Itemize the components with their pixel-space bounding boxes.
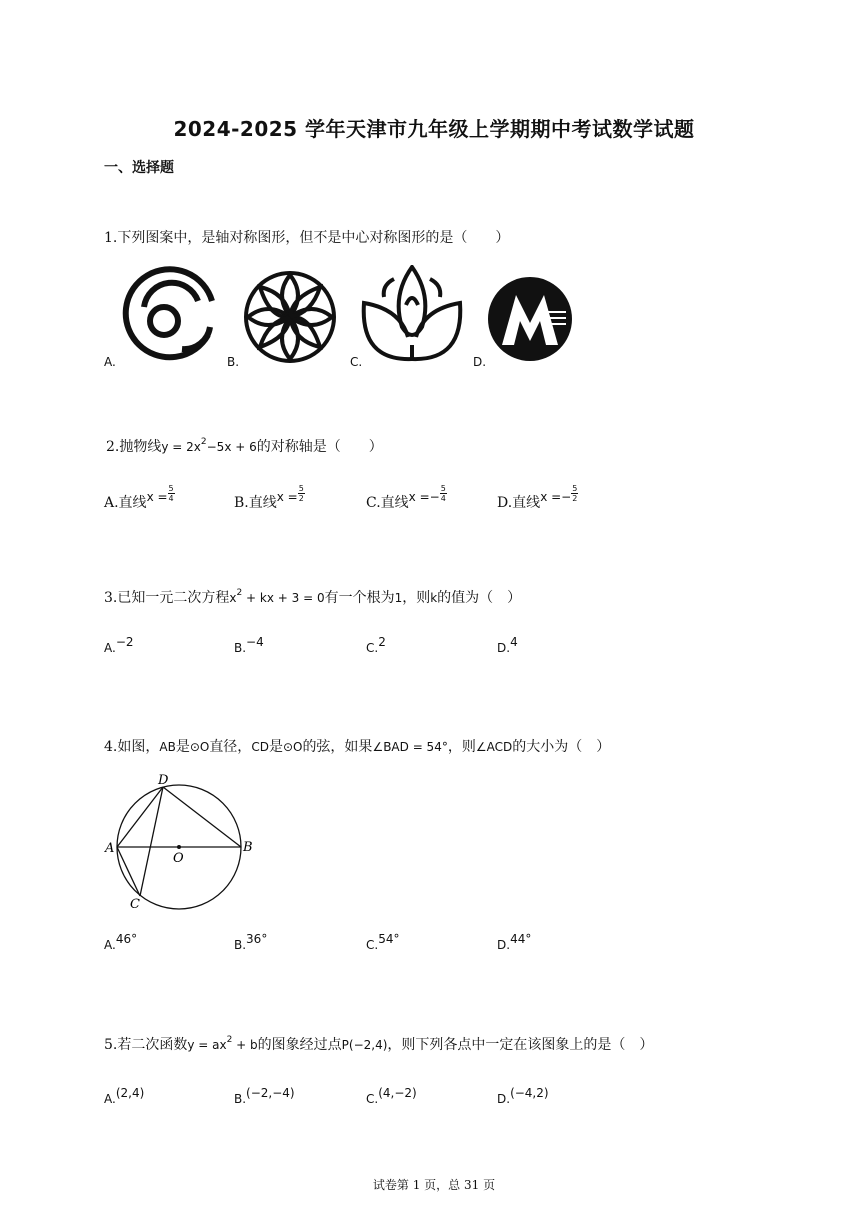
question-2-option-d[interactable]: D.直线x =− $\frac{5}{2}$	[497, 483, 578, 511]
question-4-option-a[interactable]: A.46°	[104, 932, 138, 952]
question-1-option-d[interactable]: D.	[473, 355, 487, 369]
fraction: $\frac{5}{2}$	[572, 483, 578, 503]
page-title: 2024-2025 学年天津市九年级上学期期中考试数学试题	[173, 117, 695, 141]
segment-ac	[117, 847, 140, 896]
question-4-circle-figure	[100, 770, 270, 915]
question-3-option-b[interactable]: B.−4	[234, 635, 264, 655]
question-1-stem: 1.下列图案中，是轴对称图形，但不是中心对称图形的是（ ）	[104, 230, 510, 246]
fraction: $\frac{5}{4}$	[168, 483, 174, 503]
question-4-option-c[interactable]: C.54°	[366, 932, 400, 952]
label-a: A	[105, 841, 115, 856]
figure-a-swirl	[126, 269, 212, 357]
label-d: D	[158, 773, 169, 788]
label-c: C	[130, 897, 140, 912]
question-2-stem: 2.抛物线$y = 2x^2-5x + 6$的对称轴是（ ）	[106, 437, 383, 455]
question-3-stem: 3.已知一元二次方程$x^2$ + kx + 3 = 0有一个根为1，则k的值为（ ）	[104, 588, 522, 606]
figure-b-flower	[246, 273, 334, 361]
figure-c-lotus	[364, 267, 461, 361]
segment-db	[163, 787, 241, 847]
page-footer: 试卷第 1 页，总 31 页	[372, 1178, 496, 1192]
question-5-option-b[interactable]: B.(−2,−4)	[234, 1086, 295, 1106]
question-1-option-b[interactable]: B.	[227, 355, 240, 369]
question-5-stem: 5.若二次函数$y = ax^2 + b$的图象经过点P(−2,4)，则下列各点中一定在该图象上的是（ ）	[104, 1035, 654, 1053]
question-5-option-a[interactable]: A.(2,4)	[104, 1086, 145, 1106]
question-3-option-a[interactable]: A.−2	[104, 635, 134, 655]
question-1-figures	[110, 265, 585, 375]
question-2-option-c[interactable]: C.直线x =− $\frac{5}{4}$	[366, 483, 446, 511]
question-5-option-c[interactable]: C.(4,−2)	[366, 1086, 417, 1106]
question-3-option-c[interactable]: C.2	[366, 635, 386, 655]
fraction: $\frac{5}{2}$	[298, 483, 304, 503]
question-1-option-c[interactable]: C.	[350, 355, 363, 369]
figure-d-m-logo	[488, 277, 572, 361]
section-heading: 一、选择题	[104, 160, 174, 176]
center-point	[177, 845, 181, 849]
question-4-stem: 4.如图，AB是⊙O直径，CD是⊙O的弦，如果∠BAD = 54°，则∠ACD的大小为（ ）	[104, 739, 611, 755]
fraction: $\frac{5}{4}$	[440, 483, 446, 503]
question-5-option-d[interactable]: D.(−4,2)	[497, 1086, 549, 1106]
question-2-option-b[interactable]: B.直线x = $\frac{5}{2}$	[234, 483, 304, 511]
question-4-option-b[interactable]: B.36°	[234, 932, 268, 952]
question-2-option-a[interactable]: A.直线x = $\frac{5}{4}$	[104, 483, 174, 511]
label-o: O	[173, 851, 184, 866]
chord-cd	[140, 787, 163, 896]
label-b: B	[243, 840, 253, 855]
question-4-option-d[interactable]: D.44°	[497, 932, 532, 952]
question-1-option-a[interactable]: A.	[104, 355, 116, 369]
question-3-option-d[interactable]: D.4	[497, 635, 518, 655]
